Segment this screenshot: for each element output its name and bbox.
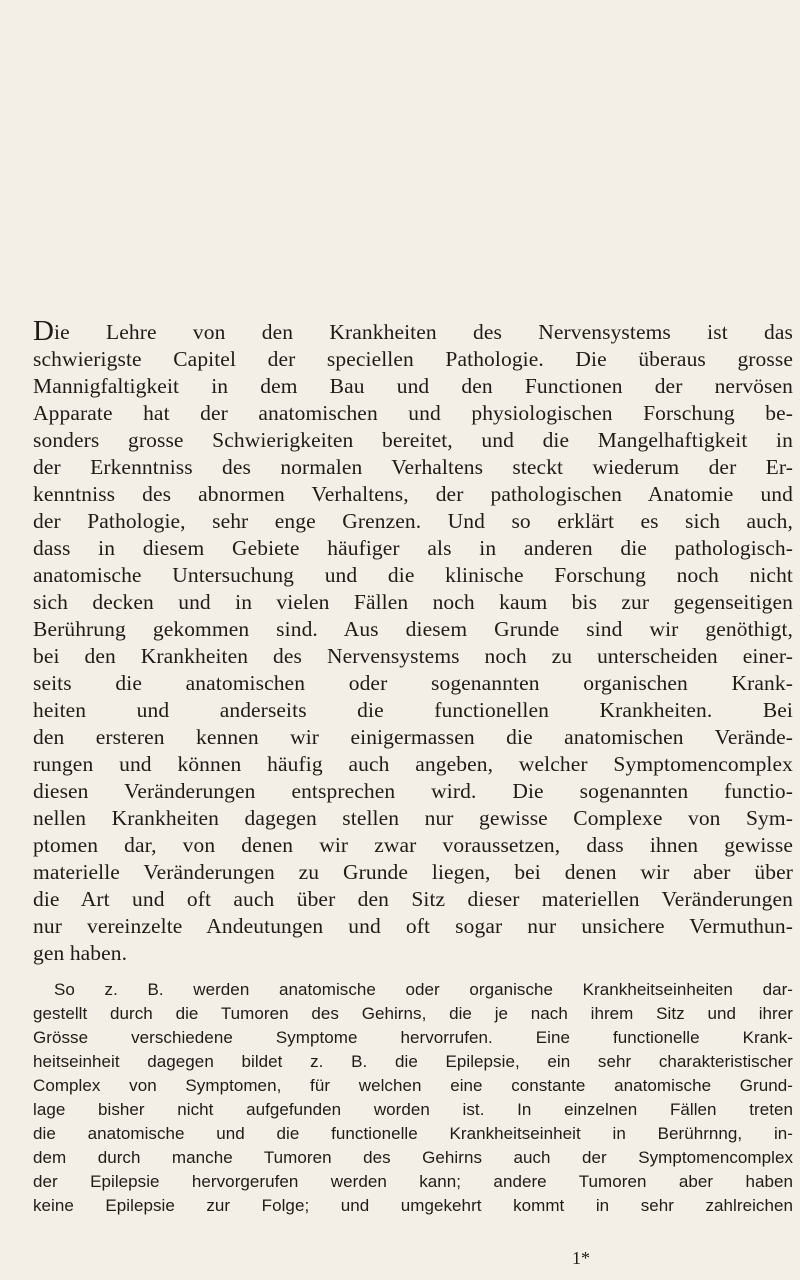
paragraph-line <box>33 315 793 347</box>
paragraph-line: rungen und können häufig auch angeben, welcher Symptomencomplex <box>33 752 793 776</box>
paragraph-line: seits die anatomischen oder sogenannten organischen Krank- <box>33 671 793 695</box>
small-print-line: Grösse verschiedene Symptome hervorrufen. Eine functionelle Krank- <box>33 1028 793 1047</box>
paragraph-line: den ersteren kennen wir einigermassen die anatomischen Verände- <box>33 725 793 749</box>
small-print-line: gestellt durch die Tumoren des Gehirns, die je nach ihrem Sitz und ihrer <box>33 1004 793 1023</box>
paragraph-line: Apparate hat der anatomischen und physiologischen Forschung be- <box>33 401 793 425</box>
paragraph-line: kenntniss des abnormen Verhaltens, der pathologischen Anatomie und <box>33 482 793 506</box>
paragraph-line: anatomische Untersuchung und die klinische Forschung noch nicht <box>33 563 793 587</box>
page-number: 1* <box>572 1248 590 1268</box>
paragraph-line: der Pathologie, sehr enge Grenzen. Und so erklärt es sich auch, <box>33 509 793 533</box>
small-print-line: So z. B. werden anatomische oder organische Krankheitseinheiten dar- <box>54 980 793 999</box>
small-print-line: der Epilepsie hervorgerufen werden kann; andere Tumoren aber haben <box>33 1172 793 1191</box>
small-print-line: heitseinheit dagegen bildet z. B. die Epilepsie, ein sehr charakteristischer <box>33 1052 793 1071</box>
drop-cap: D <box>33 315 55 347</box>
paragraph-line: schwierigste Capitel der speciellen Pathologie. Die überaus grosse <box>33 347 793 371</box>
paragraph-line: bei den Krankheiten des Nervensystems noch zu unterscheiden einer- <box>33 644 793 668</box>
paragraph-line: ptomen dar, von denen wir zwar voraussetzen, dass ihnen gewisse <box>33 833 793 857</box>
small-print-line: dem durch manche Tumoren des Gehirns auch der Symptomencomplex <box>33 1148 793 1167</box>
paragraph-line: nellen Krankheiten dagegen stellen nur gewisse Complexe von Sym- <box>33 806 793 830</box>
paragraph-line: Berührung gekommen sind. Aus diesem Grunde sind wir genöthigt, <box>33 617 793 641</box>
paragraph-line: materielle Veränderungen zu Grunde liegen, bei denen wir aber über <box>33 860 793 884</box>
small-print-line: keine Epilepsie zur Folge; und umgekehrt kommt in sehr zahlreichen <box>33 1196 793 1215</box>
small-print-line: lage bisher nicht aufgefunden worden ist. In einzelnen Fällen treten <box>33 1100 793 1119</box>
paragraph-line: der Erkenntniss des normalen Verhaltens steckt wiederum der Er- <box>33 455 793 479</box>
first-line-text: ie Lehre von den Krankheiten des Nervensystems ist das <box>54 320 793 344</box>
small-print-line: Complex von Symptomen, für welchen eine constante anatomische Grund- <box>33 1076 793 1095</box>
paragraph-line: heiten und anderseits die functionellen Krankheiten. Bei <box>33 698 793 722</box>
paragraph-line: nur vereinzelte Andeutungen und oft sogar nur unsichere Vermuthun- <box>33 914 793 938</box>
paragraph-line: gen haben. <box>33 941 128 965</box>
paragraph-line: sonders grosse Schwierigkeiten bereitet, und die Mangelhaftigkeit in <box>33 428 793 452</box>
paragraph-line: dass in diesem Gebiete häufiger als in anderen die pathologisch- <box>33 536 793 560</box>
paragraph-line: diesen Veränderungen entsprechen wird. Die sogenannten functio- <box>33 779 793 803</box>
paragraph-line: Mannigfaltigkeit in dem Bau und den Functionen der nervösen <box>33 374 793 398</box>
paragraph-line: die Art und oft auch über den Sitz dieser materiellen Veränderungen <box>33 887 793 911</box>
paragraph-line: sich decken und in vielen Fällen noch kaum bis zur gegenseitigen <box>33 590 793 614</box>
small-print-line: die anatomische und die functionelle Krankheitseinheit in Berührnng, in- <box>33 1124 793 1143</box>
